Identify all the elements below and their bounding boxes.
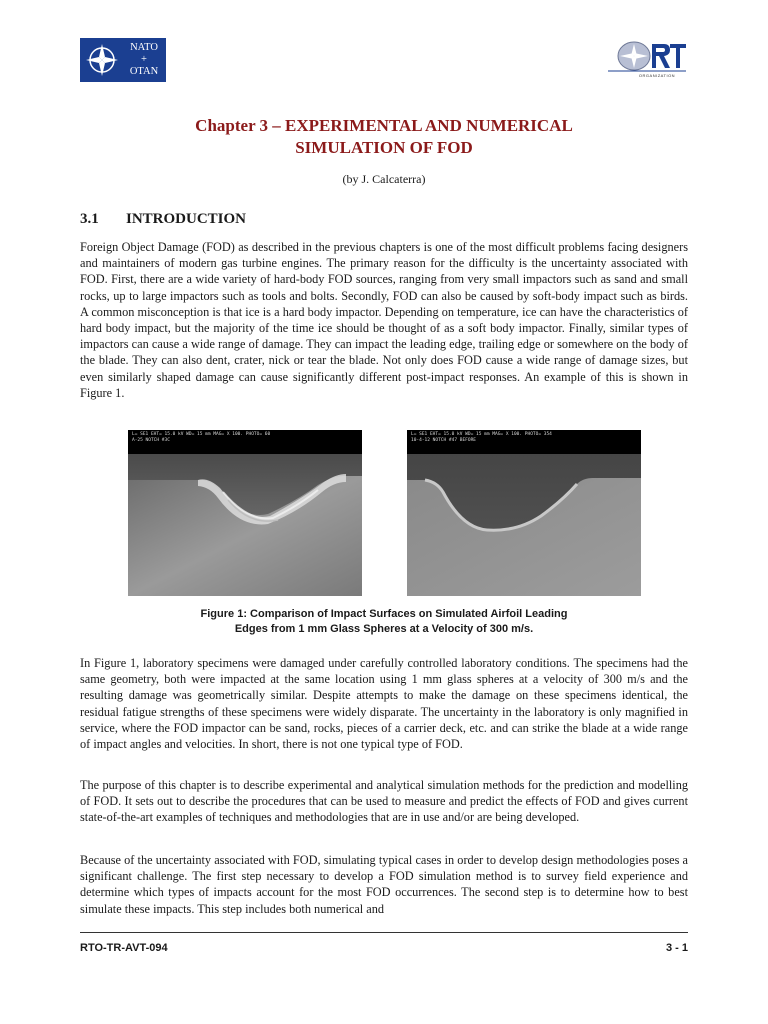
footer-rule [80, 932, 688, 933]
chapter-title-line2: SIMULATION OF FOD [295, 138, 473, 157]
sem-right-info-line2: 10-4-12 NOTCH #47 BEFORE [411, 438, 477, 443]
figure-caption-line1: Figure 1: Comparison of Impact Surfaces on Simulated Airfoil Leading [200, 608, 568, 620]
rto-logo [604, 40, 688, 80]
chapter-title [84, 115, 684, 159]
nato-logo-line2: + [141, 54, 147, 65]
sem-micrograph-right [407, 430, 641, 596]
sem-micrograph-left [128, 430, 362, 596]
paragraph-uncertainty: Because of the uncertainty associated with FOD, simulating typical cases in order to develop design methodologies poses a significant challenge. The first step necessary to develop a FOD simulation method is to survey field experience and determine which types of impacts account for the most FOD occurrences. The second step is to determine how to best simulate these impacts. This step includes both numerical and [80, 853, 688, 916]
figure-caption-line2: Edges from 1 mm Glass Spheres at a Velocity of 300 m/s. [234, 623, 534, 635]
sem-left-info-line2: A-25 NOTCH #3C [132, 438, 170, 443]
nato-logo-line3: OTAN [129, 66, 159, 77]
nato-logo-line1: NATO [130, 42, 158, 53]
chapter-author: (by J. Calcaterra) [342, 172, 426, 186]
rto-logo-caption: ORGANIZATION [638, 73, 676, 78]
section-title: INTRODUCTION [126, 211, 247, 227]
notch-damage-image-left [128, 430, 362, 596]
sem-right-info-line1: L= SE1 EHT= 15.0 kV WD= 15 mm MAG= X 100. PHOTO= 354 [411, 432, 552, 437]
footer-report-id: RTO-TR-AVT-094 [80, 942, 168, 954]
rto-emblem-icon [604, 40, 688, 74]
sem-left-info-line1: L= SE1 EHT= 15.0 kV WD= 15 mm MAG= X 100. PHOTO= 60 [132, 432, 271, 437]
chapter-title-line1: Chapter 3 – EXPERIMENTAL AND NUMERICAL [195, 116, 573, 135]
section-number: 3.1 [80, 211, 99, 227]
paragraph-intro: Foreign Object Damage (FOD) as described in the previous chapters is one of the most difficult problems facing designers and maintainers of modern gas turbine engines. The primary reason for the difficulty is the uncertainty associated with FOD. First, there are a wide variety of hard-body FOD sources, ranging from very small impactors such as sand and small rocks, up to large impactors such as tools and bolts. Secondly, FOD can also be caused by soft-body impact such as birds. A common misconception is that ice is a hard body impactor. Depending on temperature, ice can have the characteristics of hard body impact, but the majority of the time ice should be thought of as a soft body impactor. Finally, similar types of impactors can cause a wide range of damage. They can impact the leading edge, trailing edge or somewhere on the body of the blade. They can also dent, crater, nick or tear the blade. Not only does FOD cause a wide range of damage sizes, but even similarly shaped damage can cause significantly different post-impact responses. An example of this is shown in Figure 1. [80, 240, 688, 400]
notch-damage-image-right [407, 430, 641, 596]
paragraph-figure-discussion: In Figure 1, laboratory specimens were damaged under carefully controlled laboratory conditions. The specimens had the same geometry, both were impacted at the same location using 1 mm glass spheres at a velocity of 300 m/s and the resulting damage was geometrically similar. Despite attempts to make the damage on these specimens identical, the residual fatigue strengths of these specimens were widely disparate. The uncertainty in the laboratory is only magnified in service, where the FOD impactor can be sand, rocks, pieces of a carrier deck, etc. and can strike the blade at a wide range of impact angles and velocities. In short, there is not one typical type of FOD. [80, 656, 688, 752]
nato-otan-logo [80, 38, 166, 82]
figure-caption [84, 607, 684, 637]
nato-compass-icon [83, 41, 121, 79]
footer-page-number: 3 - 1 [665, 942, 688, 954]
paragraph-purpose: The purpose of this chapter is to describe experimental and analytical simulation methods for the prediction and modelling of FOD. It sets out to describe the procedures that can be used to measure and predict the effects of FOD and gives current state-of-the-art examples of techniques and methodologies that are in use and/or are being developed. [80, 778, 688, 825]
